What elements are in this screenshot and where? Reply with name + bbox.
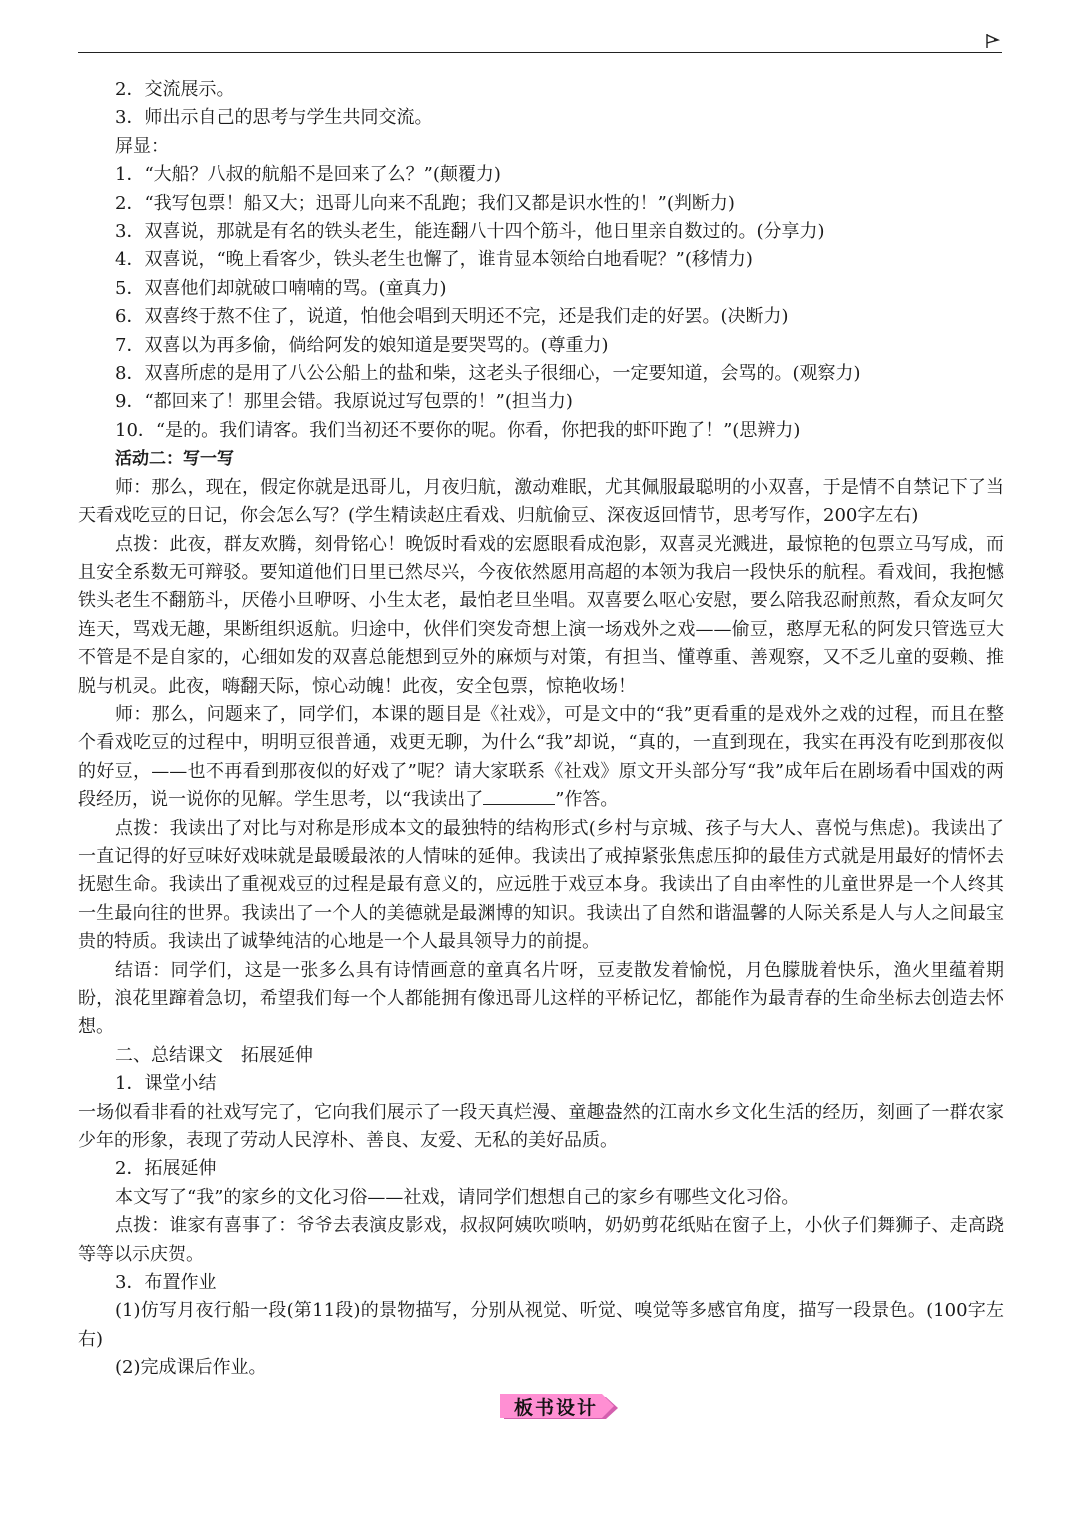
paragraph-text: 一场似看非看的社戏写完了，它向我们展示了一段天真烂漫、童趣盎然的江南水乡文化生活的经历，刻画了一群农家少年的形象，表现了劳动人民淳朴、善良、友爱、无私的美好品质。 — [78, 1101, 1004, 1152]
paragraph-text: 9．“都回来了！那里会错。我原说过写包票的！”(担当力) — [115, 391, 573, 413]
paragraph — [78, 1042, 1004, 1070]
paragraph — [78, 303, 1004, 331]
paragraph — [78, 246, 1004, 274]
paragraph-text: 师：那么，现在，假定你就是迅哥儿，月夜归航，激动难眠，尤其佩服最聪明的小双喜，于是情不自禁记下了当天看戏吃豆的日记，你会怎么写？(学生精读赵庄看戏、归航偷豆、深夜返回情节，思考写作，200字左右) — [78, 476, 1004, 527]
paragraph — [78, 332, 1004, 360]
paragraph-text: 2．交流展示。 — [115, 79, 235, 100]
flag-icon — [984, 32, 1002, 50]
paragraph — [78, 1099, 1004, 1156]
paragraph-text: (1)仿写月夜行船一段(第11段)的景物描写，分别从视觉、听觉、嗅觉等多感官角度，描写一段景色。(100字左右) — [78, 1300, 1004, 1350]
paragraph — [78, 133, 1004, 161]
paragraph — [78, 76, 1004, 104]
paragraph-text: 本文写了“我”的家乡的文化习俗——社戏，请同学们想想自己的家乡有哪些文化习俗。 — [115, 1186, 800, 1208]
paragraph — [78, 218, 1004, 246]
paragraph-text: 3．布置作业 — [115, 1272, 217, 1294]
paragraph — [78, 190, 1004, 218]
paragraph-text: 点拨：此夜，群友欢腾，刻骨铭心！晚饭时看戏的宏愿眼看成泡影，双喜灵光溅进，最惊艳的包票立马写成，而且安全系数无可辩驳。要知道他们日里已然尽兴，今夜依然愿用高超的本领为我启一段快乐的航程。看戏间，我抱憾铁头老生不翻筋斗，厌倦小旦咿呀、小生太老，最怕老旦坐唱。双喜要么呕心安慰，要么陪我忍耐煎熬，看众友呵欠连天，骂戏无趣，果断组织返航。归途中，伙伴们突发奇想上演一场戏外之戏——偷豆，憨厚无私的阿发只管选豆大不管是不是自家的，心细如发的双喜总能想到豆外的麻烦与对策，有担当、懂尊重、善观察，又不乏儿童的耍赖、推脱与机灵。此夜，嗨翻天际，惊心动魄！此夜，安全包票，惊艳收场！ — [78, 533, 1004, 697]
paragraph-text: 8．双喜所虑的是用了八公公船上的盐和柴，这老头子很细心，一定要知道，会骂的。(观察力) — [115, 363, 861, 385]
paragraph — [78, 1354, 1004, 1382]
paragraph-text: 点拨：我读出了对比与对称是形成本文的最独特的结构形式(乡村与京城、孩子与大人、喜悦与焦虑)。我读出了一直记得的好豆味好戏味就是最暖最浓的人情味的延伸。我读出了戒掉紧张焦虑压抑的最佳方式就是用最好的情怀去抚慰生命。我读出了重视戏豆的过程是最有意义的，应远胜于戏豆本身。我读出了自由率性的儿童世界是一个人终其一生最向往的世界。我读出了一个人的美德就是最渊博的知识。我读出了自然和谐温馨的人际关系是人与人之间最宝贵的特质。我读出了诚挚纯洁的心地是一个人最具领导力的前提。 — [78, 817, 1004, 953]
paragraph — [78, 531, 1004, 701]
paragraph-text: 4．双喜说，“晚上看客少，铁头老生也懈了，谁肯显本领给白地看呢？”(移情力) — [115, 249, 753, 271]
paragraph-text: (2)完成课后作业。 — [115, 1357, 267, 1379]
paragraph — [78, 957, 1004, 1042]
paragraph — [78, 1155, 1004, 1183]
paragraph — [78, 445, 1004, 473]
paragraph — [78, 815, 1004, 957]
paragraph-text: 点拨：谁家有喜事了：爷爷去表演皮影戏，叔叔阿姨吹唢呐，奶奶剪花纸贴在窗子上，小伙子们舞狮子、走高跷等等以示庆贺。 — [78, 1215, 1004, 1265]
paragraph — [78, 275, 1004, 303]
paragraph — [78, 1212, 1004, 1269]
paragraph — [78, 104, 1004, 132]
paragraph-text: 5．双喜他们却就破口喃喃的骂。(童真力) — [115, 277, 447, 299]
paragraph — [78, 417, 1004, 445]
paragraph-text: 1．课堂小结 — [115, 1073, 217, 1095]
paragraph — [78, 1070, 1004, 1098]
paragraph-text: 6．双喜终于熬不住了，说道，怕他会唱到天明还不完，还是我们走的好罢。(决断力) — [115, 306, 789, 328]
paragraph — [78, 701, 1004, 815]
document-body — [78, 76, 1004, 1383]
paragraph-text-tail: ”作答。 — [555, 789, 619, 811]
paragraph-text: 屏显： — [115, 135, 169, 157]
paragraph — [78, 1269, 1004, 1297]
paragraph-text: 活动二：写一写 — [115, 449, 234, 470]
paragraph-text: 二、总结课文 拓展延伸 — [115, 1044, 313, 1066]
paragraph — [78, 161, 1004, 189]
paragraph-text: 结语：同学们，这是一张多么具有诗情画意的童真名片呀，豆麦散发着愉悦，月色朦胧着快乐，渔火里蕴着期盼，浪花里蹿着急切，希望我们每一个人都能拥有像迅哥儿这样的平桥记忆，都能作为最青春的生命坐标去创造去怀想。 — [78, 959, 1004, 1038]
paragraph-text: 师：那么，问题来了，同学们，本课的题目是《社戏》，可是文中的“我”更看重的是戏外之戏的过程，而且在整个看戏吃豆的过程中，明明豆很普通，戏更无聊，为什么“我”却说，“真的，一直到现在，我实在再没有吃到那夜似的好豆，——也不再看到那夜似的好戏了”呢？请大家联系《社戏》原文开头部分写“我”成年后在剧场看中国戏的两段经历，说一说你的见解。学生思考，以“我读出了 — [78, 703, 1004, 811]
paragraph-text: 2．拓展延伸 — [115, 1158, 217, 1180]
paragraph-text: 3．师出示自己的思考与学生共同交流。 — [115, 107, 433, 129]
paragraph-text: 3．双喜说，那就是有名的铁头老生，能连翻八十四个筋斗，他日里亲自数过的。(分享力) — [115, 221, 825, 243]
paragraph-text: 2．“我写包票！船又大；迅哥儿向来不乱跑；我们又都是识水性的！”(判断力) — [115, 192, 735, 214]
section-banner — [498, 1392, 624, 1424]
paragraph — [78, 474, 1004, 531]
header-rule — [78, 52, 1002, 53]
paragraph — [78, 1184, 1004, 1212]
paragraph-text: 10．“是的。我们请客。我们当初还不要你的呢。你看，你把我的虾吓跑了！”(思辨力) — [115, 419, 801, 441]
banner-label: 板书设计 — [513, 1397, 598, 1419]
paragraph — [78, 360, 1004, 388]
paragraph — [78, 388, 1004, 416]
paragraph — [78, 1297, 1004, 1354]
paragraph-text: 7．双喜以为再多偷，倘给阿发的娘知道是要哭骂的。(尊重力) — [115, 334, 609, 356]
fill-in-blank — [483, 788, 555, 805]
paragraph-text: 1．“大船？八叔的航船不是回来了么？”(颠覆力) — [115, 164, 501, 186]
